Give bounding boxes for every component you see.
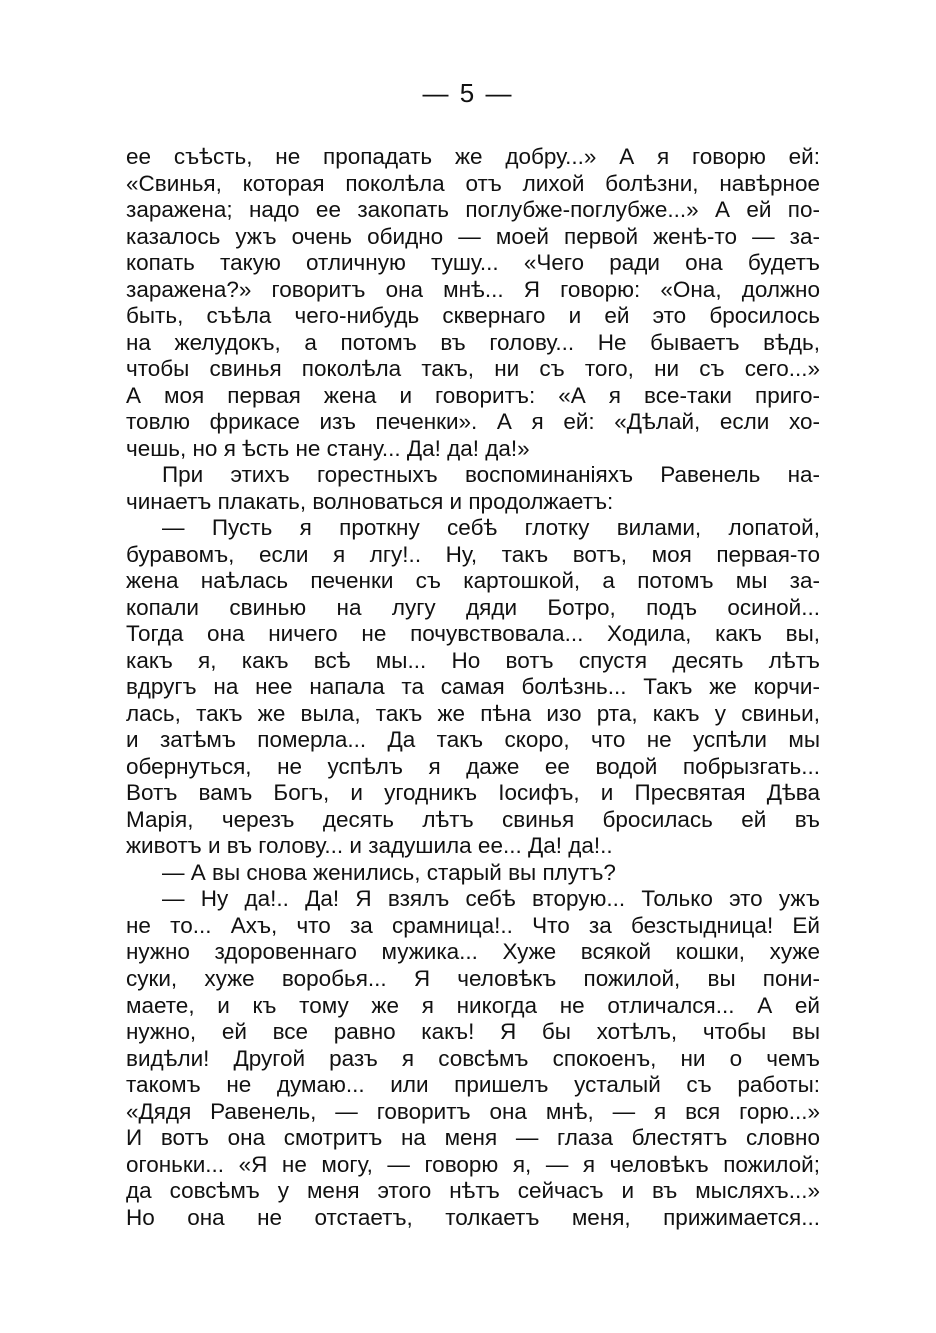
text-line: огоньки... «Я не могу, — говорю я, — я человѣкъ пожилой; [126,1151,820,1177]
text-line: копали свинью на лугу дяди Ботро, подъ осиной... [126,594,820,620]
text-line: чтобы свинья поколѣла такъ, ни съ того, ни съ сего...» [126,356,820,382]
text-line: не то... Ахъ, что за срамница!.. Что за безстыдница! Ей [126,912,820,938]
text-line: обернуться, не успѣлъ я даже ее водой побрызгать... [126,753,820,779]
text-line: да совсѣмъ у меня этого нѣтъ сейчасъ и въ мысляхъ...» [126,1178,820,1204]
text-line: ее съѣсть, не пропадать же добру...» А я говорю ей: [126,144,820,169]
text-line: И вотъ она смотритъ на меня — глаза блестятъ словно [126,1125,820,1151]
text-line: такомъ не думаю... или пришелъ усталый съ работы: [126,1072,820,1098]
text-line: быть, съѣла чего-нибудь сквернаго и ей это бросилось [126,303,820,329]
text-line: копать такую отличную тушу... «Чего ради она будетъ [126,250,820,276]
text-line: — А вы снова женились, старый вы плутъ? [162,859,616,885]
text-line: вдругъ на нее напала та самая болѣзнь... Такъ же корчи- [126,674,820,700]
text-line: При этихъ горестныхъ воспоминаніяхъ Равенель на- [162,462,820,488]
text-line: чинаетъ плакать, волноваться и продолжаетъ: [126,488,614,514]
text-line: нужно, ей все равно какъ! Я бы хотѣлъ, чтобы вы [126,1019,820,1045]
text-line: маете, и къ тому же я никогда не отличался... А ей [126,992,820,1018]
body-text [126,144,820,1231]
text-line: жена наѣлась печенки съ картошкой, а потомъ мы за- [126,568,820,594]
text-line: какъ я, какъ всѣ мы... Но вотъ спустя десять лѣтъ [126,647,820,673]
text-line: суки, хуже воробья... Я человѣкъ пожилой, вы пони- [126,965,820,991]
text-line: Марія, черезъ десять лѣтъ свинья бросилась ей въ [126,806,820,832]
text-line: на желудокъ, а потомъ въ голову... Не бываетъ вѣдь, [126,329,820,355]
text-line: Вотъ вамъ Богъ, и угодникъ Іосифъ, и Пресвятая Дѣва [126,780,820,806]
text-line: видѣли! Другой разъ я совсѣмъ спокоенъ, ни о чемъ [126,1045,820,1071]
text-line: нужно здоровеннаго мужика... Хуже всякой кошки, хуже [126,939,820,965]
text-line: «Свинья, которая поколѣла отъ лихой болѣзни, навѣрное [126,170,820,196]
text-line: товлю фрикасе изъ печенки». А я ей: «Дѣлай, если хо- [126,409,820,435]
page-number: — 5 — [422,78,514,108]
text-line: чешь, но я ѣсть не стану... Да! да! да!» [126,435,530,461]
text-line: буравомъ, если я лгу!.. Ну, такъ вотъ, моя первая-то [126,541,820,567]
text-line: «Дядя Равенель, — говоритъ она мнѣ, — я вся горю...» [126,1098,820,1124]
text-line: и затѣмъ померла... Да такъ скоро, что не успѣли мы [126,727,820,753]
text-line: заражена; надо ее закопать поглубже-поглубже...» А ей по- [126,197,820,223]
text-line: Но она не отстаетъ, толкаетъ меня, прижимается... [126,1204,820,1230]
text-line: животъ и въ голову... и задушила ее... Да! да!.. [126,833,613,859]
text-line: лась, такъ же выла, такъ же пѣна изо рта, какъ у свиньи, [126,700,820,726]
text-line: Тогда она ничего не почувствовала... Ходила, какъ вы, [126,621,820,647]
text-line: — Пусть я проткну себѣ глотку вилами, лопатой, [162,515,820,541]
text-line: казалось ужъ очень обидно — моей первой женѣ-то — за- [126,223,820,249]
text-line: — Ну да!.. Да! Я взялъ себѣ вторую... Только это ужъ [162,886,820,912]
text-line: заражена?» говоритъ она мнѣ... Я говорю: «Она, должно [126,276,820,302]
text-line: А моя первая жена и говоритъ: «А я все-таки приго- [126,382,820,408]
